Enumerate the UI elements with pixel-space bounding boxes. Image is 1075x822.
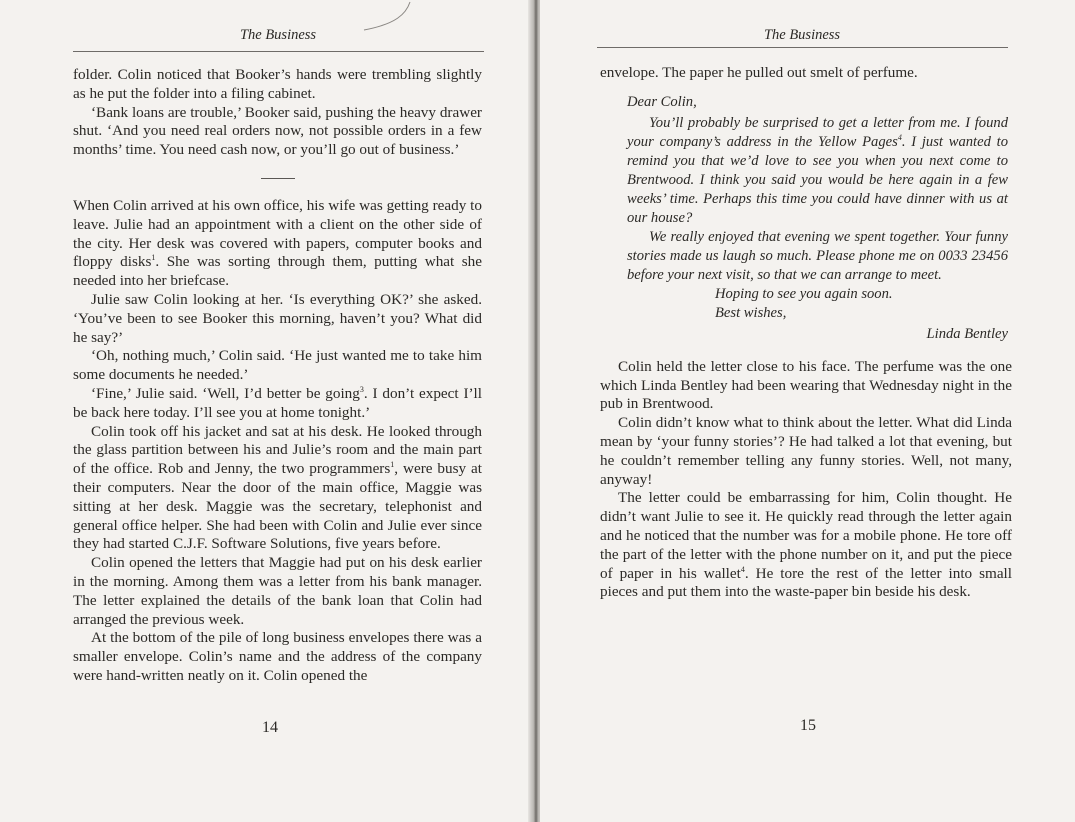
footnote-marker: 1 [151, 253, 156, 263]
text-run: When Colin arrived at his own office, his wife was getting ready to leave. Julie had an appointment with a client on the other side of the city. Her desk was covered with papers, computer books and floppy disks [73, 196, 482, 271]
letter-closing-hope: Hoping to see you again soon. [715, 285, 893, 302]
letter-paragraph [627, 228, 1008, 285]
letter-greeting: Dear Colin, [627, 93, 697, 110]
text-run: We really enjoyed that evening we spent together. Your funny stories made us laugh so much. Please phone me on 0033 23456 before your next visit, so that we can arrange to meet. [627, 228, 1008, 283]
letter-paragraph [627, 114, 1008, 228]
paragraph [600, 358, 1012, 414]
paragraph [73, 66, 482, 104]
text-run: Colin didn’t know what to think about the letter. What did Linda mean by ‘your funny stories’? He had talked a lot that evening, but he couldn’t remember telling any funny stories. Well, not many, anyway! [600, 414, 1012, 488]
text-run: At the bottom of the pile of long business envelopes there was a smaller envelope. Colin’s name and the address of the company were hand-written neatly on it. Colin opened the [73, 629, 482, 684]
paragraph [73, 104, 482, 160]
text-run: Colin took off his jacket and sat at his desk. He looked through the glass partition between his and Julie’s room and the main part of the office. Rob and Jenny, the two programmers [73, 422, 482, 478]
right-page [540, 0, 1075, 822]
running-head-left: The Business [239, 27, 317, 43]
paragraph [73, 347, 482, 385]
letter-paragraphs [627, 114, 1008, 285]
paragraph [73, 423, 482, 555]
footnote-marker: 1 [390, 460, 395, 470]
scene-break-rule [261, 178, 295, 179]
text-run: ‘Fine,’ Julie said. ‘Well, I’d better be going [91, 384, 360, 402]
running-head-right: The Business [763, 27, 841, 43]
page-number-left: 14 [262, 719, 278, 736]
footnote-marker: 4 [897, 132, 902, 142]
text-run: You’ll probably be surprised to get a letter from me. I found your company’s address in the Yellow Pages [627, 114, 1008, 150]
paragraph [73, 554, 482, 629]
text-run: . I don’t expect I’ll be back here today. I’ll see you at home tonight.’ [73, 384, 482, 421]
text-run: Julie saw Colin looking at her. ‘Is everything OK?’ she asked. ‘You’ve been to see Booker this morning, haven’t you? What did he say?’ [73, 290, 482, 346]
page-number-right: 15 [800, 717, 816, 734]
text-run: The letter could be embarrassing for him, Colin thought. He didn’t want Julie to see it. He quickly read through the letter again and he noticed that the number was for a mobile phone. He tore off the part of the letter with the phone number on it, and put the piece of paper in his wallet [600, 489, 1012, 582]
text-run: . She was sorting through them, putting what she needed into her briefcase. [73, 253, 482, 290]
paragraph [73, 291, 482, 347]
footnote-marker: 3 [359, 384, 364, 394]
text-run: . I just wanted to remind you that we’d love to see you when you next come to Brentwood. I think you said you would be here again in a few weeks’ time. Perhaps this time you could have dinner with us at our house? [627, 133, 1008, 226]
paragraph [73, 197, 482, 291]
text-run: folder. Colin noticed that Booker’s hands were trembling slightly as he put the folder into a filing cabinet. [73, 66, 482, 102]
opening-line: envelope. The paper he pulled out smelt of perfume. [600, 64, 918, 81]
text-run: . He tore the rest of the letter into small pieces and put them into the waste-paper bin beside his desk. [600, 564, 1012, 601]
footnote-marker: 4 [740, 564, 745, 574]
left-page [0, 0, 536, 822]
text-run: ‘Oh, nothing much,’ Colin said. ‘He just wanted me to take him some documents he needed.’ [73, 347, 482, 384]
paragraph [73, 629, 482, 685]
text-run: ‘Bank loans are trouble,’ Booker said, pushing the heavy drawer shut. ‘And you need real orders now, not possible orders in a few months’ time. You need cash now, or you’ll go out of business.’ [73, 103, 482, 159]
text-run: Colin held the letter close to his face. The perfume was the one which Linda Bentley had been wearing that Wednesday night in the pub in Brentwood. [600, 357, 1012, 413]
right-paragraphs-after-letter [600, 358, 1012, 602]
left-body-text [73, 66, 482, 686]
header-rule-right [597, 47, 1008, 48]
letter-closing-wishes: Best wishes, [715, 304, 787, 321]
paragraph [600, 414, 1012, 489]
text-run: Colin opened the letters that Maggie had put on his desk earlier in the morning. Among them was a letter from his bank manager. The letter explained the details of the bank loan that Colin had arranged the previous week. [73, 554, 482, 628]
letter-signature: Linda Bentley [926, 325, 1008, 342]
left-paragraphs-before-break [73, 66, 482, 160]
header-rule-left [73, 51, 484, 52]
paragraph [73, 385, 482, 423]
letter-spacer [600, 344, 1012, 358]
letter-block [627, 93, 1008, 344]
text-run: , were busy at their computers. Near the door of the main office, Maggie was sitting at her desk. Maggie was the secretary, telephonist and general office helper. She had been with Colin and Julie ever since they had started C.J.F. Software Solutions, five years before. [73, 460, 482, 553]
paragraph [600, 489, 1012, 602]
right-body-text [600, 64, 1012, 602]
left-paragraphs-after-break [73, 197, 482, 686]
